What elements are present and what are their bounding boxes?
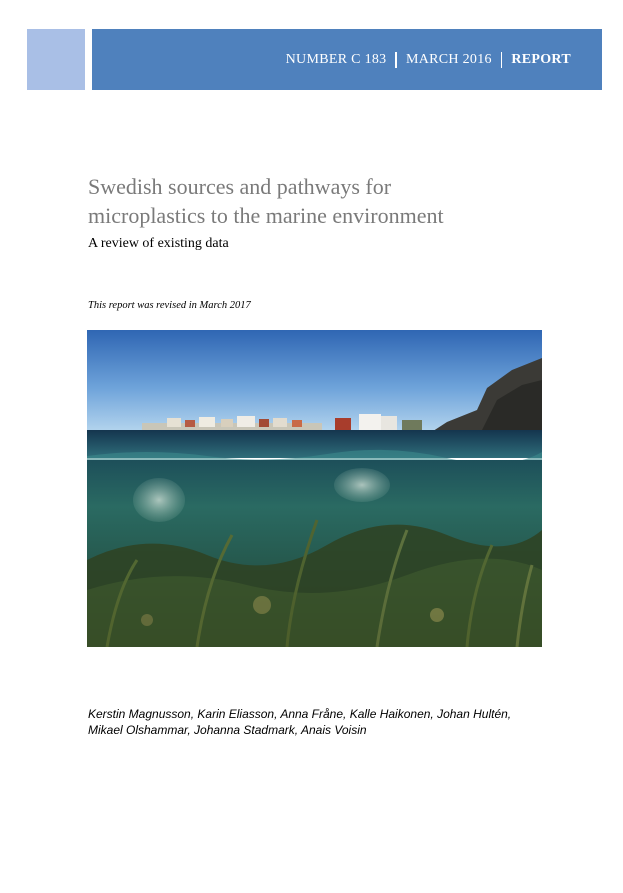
report-title [88, 172, 548, 230]
report-subtitle: A review of existing data [88, 236, 229, 251]
report-type: REPORT [511, 51, 571, 67]
report-title-line-2: microplastics to the marine environment [88, 203, 444, 228]
jellyfish [133, 478, 185, 522]
cover-photo [87, 330, 542, 647]
report-title-line-1: Swedish sources and pathways for [88, 174, 392, 199]
header-separator [501, 52, 503, 68]
author-list-line-1: Kerstin Magnusson, Karin Eliasson, Anna Fråne, Kalle Haikonen, Johan Hultén, [88, 707, 512, 721]
author-list-line-2: Mikael Olshammar, Johanna Stadmark, Anais Voisin [88, 722, 367, 737]
revision-note: This report was revised in March 2017 [88, 300, 251, 311]
report-date: MARCH 2016 [405, 51, 492, 67]
header-accent-square [27, 29, 85, 90]
report-number: NUMBER C 183 [285, 51, 387, 67]
report-header-bar [92, 29, 602, 90]
cover-photo-illustration [87, 330, 542, 647]
author-list [88, 707, 558, 738]
jellyfish [334, 468, 390, 502]
header-separator [395, 52, 397, 68]
